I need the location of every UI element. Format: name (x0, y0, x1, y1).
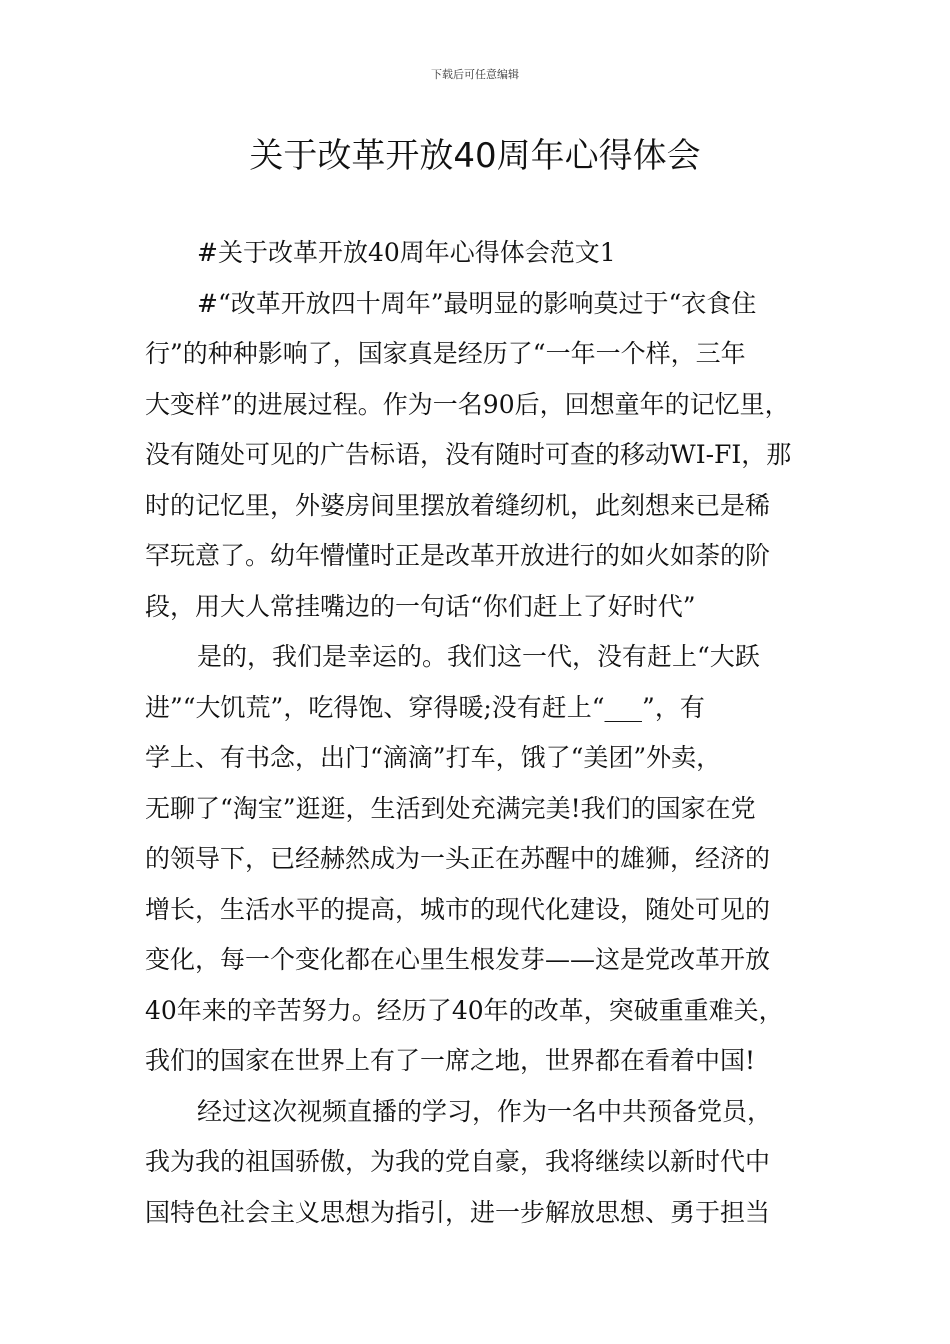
paragraph-line: 的领导下，已经赫然成为一头正在苏醒中的雄狮，经济的 (145, 844, 771, 873)
paragraph-line: 段，用大人常挂嘴边的一句话“你们赶上了好时代” (145, 591, 696, 621)
paragraph-line: 进”“大饥荒”，吃得饱、穿得暖;没有赶上“___”，有 (145, 692, 705, 722)
paragraph-line: 变化，每一个变化都在心里生根发芽——这是党改革开放 (145, 945, 771, 974)
paragraph-line: 学上、有书念，出门“滴滴”打车，饿了“美团”外卖， (145, 743, 722, 772)
paragraph-line: #“改革开放四十周年”最明显的影响莫过于“衣食住 (197, 288, 757, 318)
paragraph-line: 无聊了“淘宝”逛逛，生活到处充满完美!我们的国家在党 (145, 793, 756, 823)
paragraph-line: 罕玩意了。幼年懵懂时正是改革开放进行的如火如荼的阶 (145, 541, 771, 570)
paragraph-line: 没有随处可见的广告标语，没有随时可查的移动WI-FI，那 (145, 440, 792, 469)
paragraph-line: 40年来的辛苦努力。经历了40年的改革，突破重重难关， (145, 995, 784, 1025)
paragraph-line: 我为我的祖国骄傲，为我的党自豪，我将继续以新时代中 (145, 1147, 771, 1176)
paragraph-line: 大变样”的进展过程。作为一名90后，回想童年的记忆里， (145, 389, 790, 419)
paragraph-line: 时的记忆里，外婆房间里摆放着缝纫机，此刻想来已是稀 (145, 490, 771, 520)
paragraph-line: 增长，生活水平的提高，城市的现代化建设，随处可见的 (145, 894, 771, 924)
paragraph-line: 行”的种种影响了，国家真是经历了“一年一个样，三年 (145, 339, 746, 368)
document-title: 关于改革开放40周年心得体会 (249, 136, 701, 176)
paragraph-heading-line: #关于改革开放40周年心得体会范文1 (197, 238, 616, 267)
paragraph-line: 经过这次视频直播的学习，作为一名中共预备党员， (197, 1096, 773, 1126)
paragraph-line: 是的，我们是幸运的。我们这一代，没有赶上“大跃 (197, 642, 760, 671)
document-body (145, 228, 825, 1238)
header-note: 下载后可任意编辑 (431, 68, 519, 81)
paragraph-line: 国特色社会主义思想为指引，进一步解放思想、勇于担当 (145, 1197, 771, 1227)
paragraph-line: 我们的国家在世界上有了一席之地，世界都在看着中国! (145, 1046, 756, 1075)
